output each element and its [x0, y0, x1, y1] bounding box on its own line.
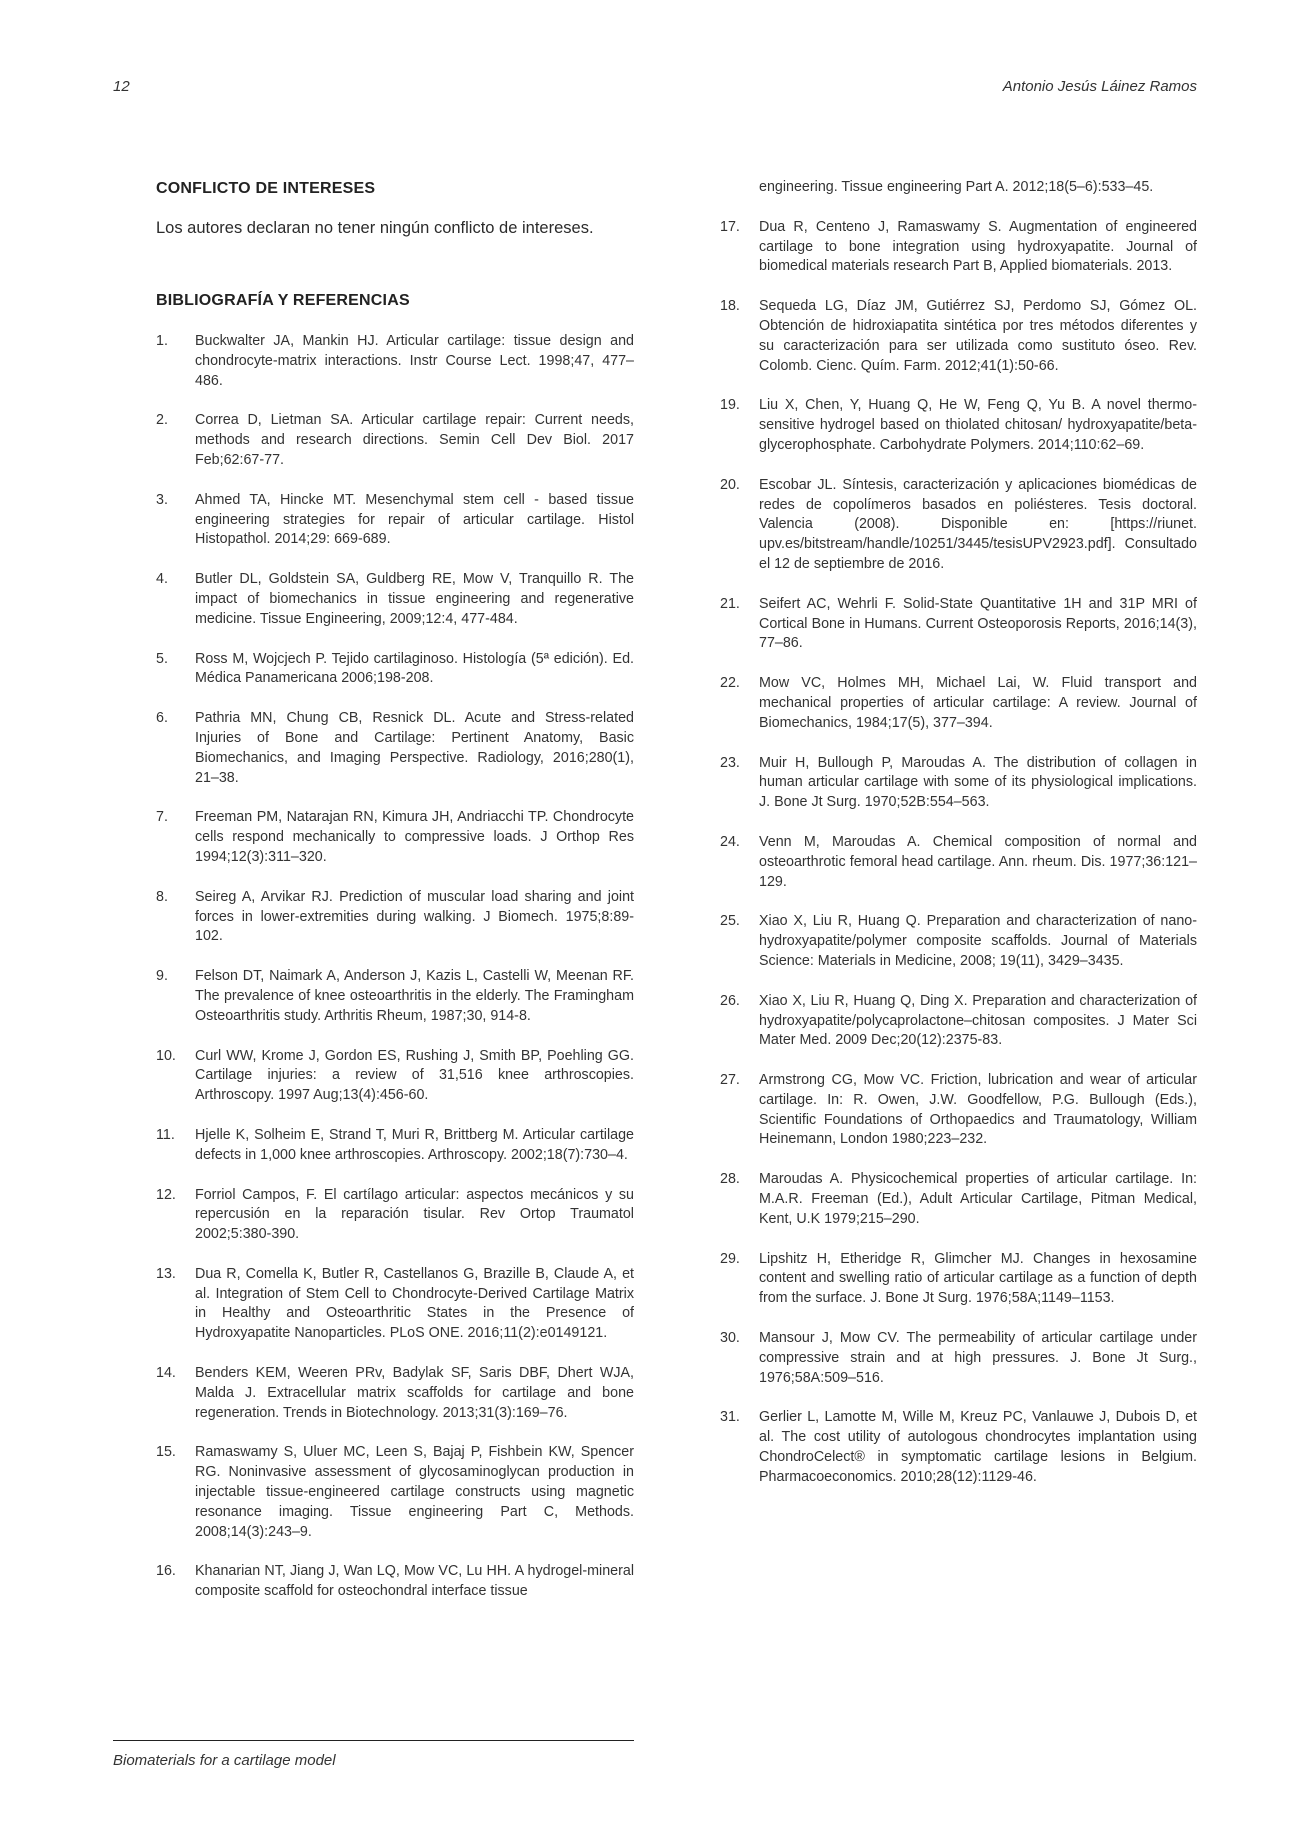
reference-item	[720, 674, 1197, 733]
reference-item	[156, 1047, 634, 1106]
reference-item	[156, 888, 634, 947]
reference-text: Gerlier L, Lamotte M, Wille M, Kreuz PC, Vanlauwe J, Dubois D, et al. The cost utility of autologous chondrocytes implantation using ChondroCelect® in symptomatic cartilage lesions in Belgium. Pharmacoeconomics. 2010;28(12):1129-46.	[759, 1409, 1197, 1485]
reference-text: Escobar JL. Síntesis, caracterización y aplicaciones biomédicas de redes de copolímeros basados en poliésteres. Tesis doctoral. Valencia (2008). Disponible en: [https://riunet. upv.es/bitstream/handle/10251/3445/tesisUPV2923.pdf]. Consultado el 12 de septiembre de 2016.	[759, 476, 1197, 572]
reference-text: Butler DL, Goldstein SA, Guldberg RE, Mow V, Tranquillo R. The impact of biomechanics in tissue engineering and regenerative medicine. Tissue Engineering, 2009;12:4, 477-484.	[195, 571, 634, 627]
reference-item	[720, 1170, 1197, 1229]
reference-item	[720, 754, 1197, 813]
reference-text: Venn M, Maroudas A. Chemical composition of normal and osteoarthrotic femoral head cartilage. Ann. rheum. Dis. 1977;36:121–129.	[759, 833, 1197, 890]
conflict-heading: CONFLICTO DE INTERESES	[156, 180, 376, 197]
reference-item	[156, 1443, 634, 1542]
reference-text: Ramaswamy S, Uluer MC, Leen S, Bajaj P, Fishbein KW, Spencer RG. Noninvasive assessment of glycosaminoglycan production in injectable tissue-engineered cartilage constructs using magnetic resonance imaging. Tissue engineering Part C, Methods. 2008;14(3):243–9.	[195, 1444, 634, 1540]
reference-text: Mansour J, Mow CV. The permeability of articular cartilage under compressive strain and at high pressures. J. Bone Jt Surg., 1976;58A:509–516.	[759, 1330, 1197, 1386]
reference-number: 25.	[720, 913, 740, 930]
reference-item	[720, 297, 1197, 376]
reference-text: Buckwalter JA, Mankin HJ. Articular cartilage: tissue design and chondrocyte-matrix interactions. Instr Course Lect. 1998;47, 477–486.	[195, 333, 634, 389]
reference-text: Muir H, Bullough P, Maroudas A. The distribution of collagen in human articular cartilage with some of its physiological implications. J. Bone Jt Surg. 1970;52B:554–563.	[759, 754, 1197, 811]
reference-number: 31.	[720, 1409, 740, 1426]
reference-number: 6.	[156, 710, 168, 727]
reference-number: 28.	[720, 1171, 740, 1188]
footer-title: Biomaterials for a cartilage model	[113, 1752, 336, 1769]
reference-text: Lipshitz H, Etheridge R, Glimcher MJ. Changes in hexosamine content and swelling ratio of articular cartilage as a function of depth from the surface. J. Bone Jt Surg. 1976;58A;1149–1153.	[759, 1250, 1197, 1307]
reference-item	[720, 1329, 1197, 1388]
reference-number: 9.	[156, 968, 168, 985]
reference-item	[720, 912, 1197, 971]
reference-text: Benders KEM, Weeren PRv, Badylak SF, Saris DBF, Dhert WJA, Malda J. Extracellular matrix scaffolds for cartilage and bone regeneration. Trends in Biotechnology. 2013;31(3):169–76.	[195, 1365, 634, 1421]
reference-item	[720, 476, 1197, 575]
reference-number: 24.	[720, 833, 740, 850]
reference-item	[720, 396, 1197, 455]
reference-number: 22.	[720, 675, 740, 692]
reference-item	[720, 833, 1197, 892]
reference-number: 26.	[720, 992, 740, 1009]
reference-list-right	[720, 218, 1197, 1488]
reference-text: Liu X, Chen, Y, Huang Q, He W, Feng Q, Yu B. A novel thermo-sensitive hydrogel based on thiolated chitosan/ hydroxyapatite/beta-glycerophosphate. Carbohydrate Polymers. 2014;110:62–69.	[759, 397, 1197, 453]
running-head-author: Antonio Jesús Láinez Ramos	[1002, 78, 1197, 95]
reference-text: Forriol Campos, F. El cartílago articular: aspectos mecánicos y su repercusión en la reparación tisular. Rev Ortop Traumatol 2002;5:380-390.	[195, 1186, 634, 1243]
reference-text: Freeman PM, Natarajan RN, Kimura JH, Andriacchi TP. Chondrocyte cells respond mechanically to compressive loads. J Orthop Res 1994;12(3):311–320.	[195, 809, 634, 865]
reference-item	[156, 808, 634, 867]
reference-number: 7.	[156, 809, 168, 826]
footer-rule	[113, 1740, 634, 1741]
reference-number: 16.	[156, 1563, 176, 1580]
reference-item	[720, 595, 1197, 654]
reference-text: Armstrong CG, Mow VC. Friction, lubrication and wear of articular cartilage. In: R. Owen, J.W. Goodfellow, P.G. Bullough (Eds.), Scientific Foundations of Orthopaedics and Traumatology, William Heinemann, London 1980;223–232.	[759, 1072, 1197, 1148]
reference-number: 27.	[720, 1072, 740, 1089]
reference-text: Felson DT, Naimark A, Anderson J, Kazis L, Castelli W, Meenan RF. The prevalence of knee osteoarthritis in the elderly. The Framingham Osteoarthritis study. Arthritis Rheum, 1987;30, 914-8.	[195, 968, 634, 1024]
reference-item	[156, 570, 634, 629]
reference-text: Dua R, Comella K, Butler R, Castellanos G, Brazille B, Claude A, et al. Integration of Stem Cell to Chondrocyte-Derived Cartilage Matrix in Healthy and Osteoarthritic States in the Presence of Hydroxyapatite Nanoparticles. PLoS ONE. 2016;11(2):e0149121.	[195, 1265, 634, 1342]
reference-item	[156, 967, 634, 1026]
reference-number: 11.	[156, 1126, 175, 1143]
reference-number: 12.	[156, 1186, 176, 1203]
reference-number: 29.	[720, 1250, 740, 1267]
reference-number: 14.	[156, 1365, 176, 1382]
right-column	[720, 180, 1197, 1508]
reference-item	[156, 1364, 634, 1423]
left-column	[156, 180, 634, 1622]
reference-number: 5.	[156, 650, 168, 667]
reference-number: 17.	[720, 218, 740, 235]
reference-item	[156, 1562, 634, 1602]
reference-text: Mow VC, Holmes MH, Michael Lai, W. Fluid transport and mechanical properties of articular cartilage: A review. Journal of Biomechanics, 1984;17(5), 377–394.	[759, 675, 1197, 731]
reference-number: 21.	[720, 595, 740, 612]
reference-number: 2.	[156, 412, 168, 429]
reference-item	[156, 650, 634, 690]
reference-item	[156, 1126, 634, 1166]
reference-text: Seifert AC, Wehrli F. Solid-State Quantitative 1H and 31P MRI of Cortical Bone in Humans. Current Osteoporosis Reports, 2016;14(3), 77–86.	[759, 595, 1197, 652]
reference-item	[156, 1265, 634, 1344]
reference-number: 20.	[720, 476, 740, 493]
reference-number: 15.	[156, 1444, 176, 1461]
reference-number: 23.	[720, 754, 740, 771]
reference-16-continuation: engineering. Tissue engineering Part A. 2012;18(5–6):533–45.	[759, 179, 1154, 195]
reference-text: Ahmed TA, Hincke MT. Mesenchymal stem cell - based tissue engineering strategies for repair of articular cartilage. Histol Histopathol. 2014;29: 669-689.	[195, 491, 634, 548]
reference-text: Ross M, Wojcjech P. Tejido cartilaginoso. Histología (5ª edición). Ed. Médica Panamericana 2006;198-208.	[195, 650, 634, 687]
reference-text: Sequeda LG, Díaz JM, Gutiérrez SJ, Perdomo SJ, Gómez OL. Obtención de hidroxiapatita sintética por tres métodos diferentes y su caracterización para ser utilizada como sustituto óseo. Rev. Colomb. Cienc. Quím. Farm. 2012;41(1):50-66.	[759, 298, 1197, 374]
reference-number: 4.	[156, 571, 168, 588]
reference-text: Curl WW, Krome J, Gordon ES, Rushing J, Smith BP, Poehling GG. Cartilage injuries: a review of 31,516 knee arthroscopies. Arthroscopy. 1997 Aug;13(4):456-60.	[195, 1047, 634, 1104]
reference-item	[720, 1408, 1197, 1487]
reference-item	[156, 411, 634, 470]
reference-text: Pathria MN, Chung CB, Resnick DL. Acute and Stress-related Injuries of Bone and Cartilage: Pertinent Anatomy, Basic Biomechanics, and Imaging Perspective. Radiology, 2016;280(1), 21–38.	[195, 710, 634, 786]
reference-text: Dua R, Centeno J, Ramaswamy S. Augmentation of engineered cartilage to bone integration using hydroxyapatite. Journal of biomedical materials research Part B, Applied biomaterials. 2013.	[759, 218, 1197, 275]
reference-text: Maroudas A. Physicochemical properties of articular cartilage. In: M.A.R. Freeman (Ed.), Adult Articular Cartilage, Pitman Medical, Kent, U.K 1979;215–290.	[759, 1171, 1197, 1227]
reference-number: 19.	[720, 397, 740, 414]
reference-item	[156, 709, 634, 788]
reference-item	[720, 992, 1197, 1051]
conflict-statement: Los autores declaran no tener ningún conflicto de intereses.	[156, 219, 594, 237]
reference-number: 30.	[720, 1330, 740, 1347]
reference-number: 8.	[156, 888, 168, 905]
reference-text: Seireg A, Arvikar RJ. Prediction of muscular load sharing and joint forces in lower-extremities during walking. J Biomech. 1975;8:89-102.	[195, 888, 634, 945]
reference-text: Correa D, Lietman SA. Articular cartilage repair: Current needs, methods and research directions. Semin Cell Dev Biol. 2017 Feb;62:67-77.	[195, 412, 634, 468]
reference-list-left	[156, 332, 634, 1602]
reference-number: 3.	[156, 491, 168, 508]
reference-item	[156, 1186, 634, 1245]
reference-number: 1.	[156, 333, 168, 349]
reference-text: Xiao X, Liu R, Huang Q, Ding X. Preparation and characterization of hydroxyapatite/polycaprolactone–chitosan composites. J Mater Sci Mater Med. 2009 Dec;20(12):2375-83.	[759, 992, 1197, 1049]
bibliography-heading: BIBLIOGRAFÍA Y REFERENCIAS	[156, 292, 410, 309]
reference-item	[156, 491, 634, 550]
reference-item	[720, 1071, 1197, 1150]
reference-text: Xiao X, Liu R, Huang Q. Preparation and characterization of nano-hydroxyapatite/polymer composite scaffolds. Journal of Materials Science: Materials in Medicine, 2008; 19(11), 3429–3435.	[759, 913, 1197, 969]
reference-item	[720, 218, 1197, 277]
reference-text: Khanarian NT, Jiang J, Wan LQ, Mow VC, Lu HH. A hydrogel-mineral composite scaffold for osteochondral interface tissue	[195, 1563, 634, 1600]
reference-item	[156, 332, 634, 391]
reference-number: 10.	[156, 1047, 176, 1064]
reference-number: 18.	[720, 298, 740, 315]
reference-item	[720, 1250, 1197, 1309]
page-number: 12	[113, 78, 130, 95]
reference-number: 13.	[156, 1265, 176, 1282]
reference-text: Hjelle K, Solheim E, Strand T, Muri R, Brittberg M. Articular cartilage defects in 1,000 knee arthroscopies. Arthroscopy. 2002;18(7):730–4.	[195, 1126, 634, 1163]
